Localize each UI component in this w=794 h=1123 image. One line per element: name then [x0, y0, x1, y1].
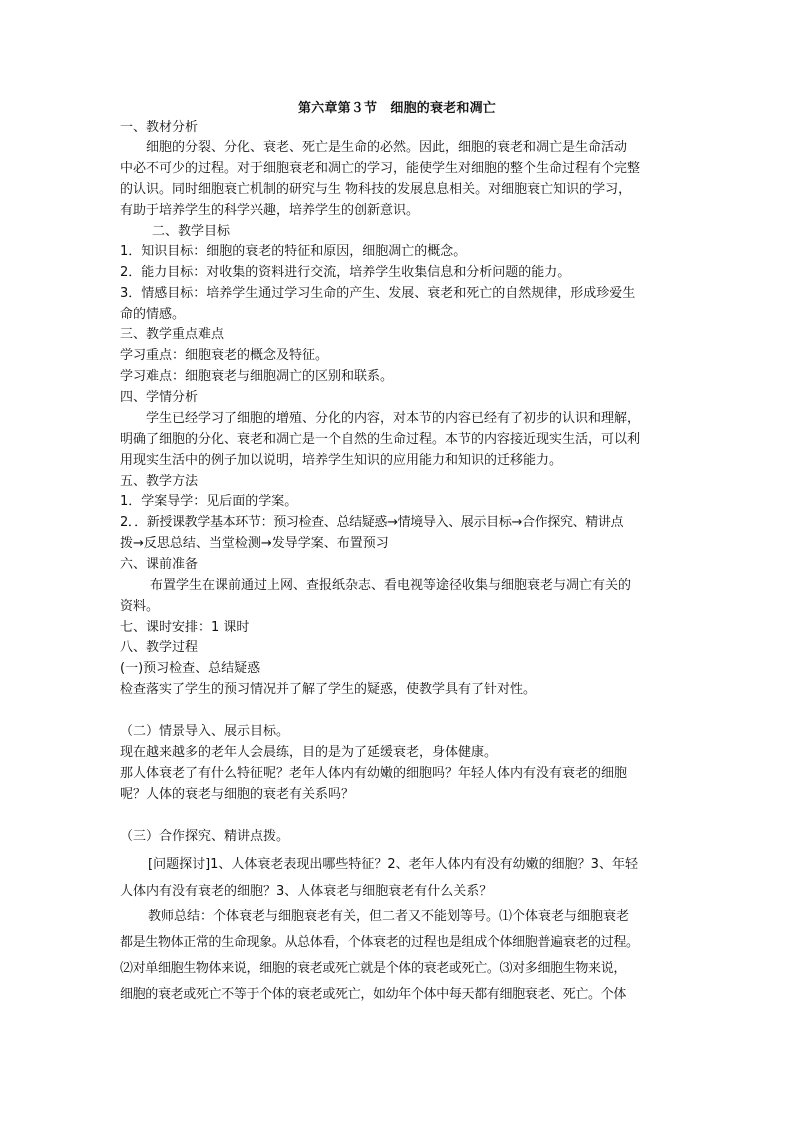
paragraph-line: 有助于培养学生的科学兴趣，培养学生的创新意识。	[120, 203, 420, 218]
paragraph-line: 细胞的分裂、分化、衰老、死亡是生命的必然。因此，细胞的衰老和凋亡是生命活动	[146, 140, 628, 155]
paragraph-line: 那人体衰老了有什么特征呢？老年人体内有幼嫩的细胞吗？年轻人体内有没有衰老的细胞	[120, 766, 628, 781]
paragraph-line: 资料。	[120, 599, 160, 614]
paragraph-line: 学习难点：细胞衰老与细胞凋亡的区别和联系。	[120, 369, 394, 384]
paragraph-line: 3．情感目标：培养学生通过学习生命的产生、发展、衰老和死亡的自然规律，形成珍爱生	[120, 286, 636, 301]
section-heading-2: 二、教学目标	[152, 224, 231, 239]
paragraph-line: 教师总结：个体衰老与细胞衰老有关，但二者又不能划等号。⑴个体衰老与细胞衰老	[148, 909, 630, 924]
section-heading-5: 五、教学方法	[120, 474, 199, 489]
paragraph-line: 明确了细胞的分化、衰老和凋亡是一个自然的生命过程。本节的内容接近现实生活，可以利	[120, 432, 641, 447]
paragraph-line: 1．知识目标：细胞的衰老的特征和原因，细胞凋亡的概念。	[120, 244, 467, 259]
paragraph-line: 检查落实了学生的预习情况并了解了学生的疑惑，使教学具有了针对性。	[120, 682, 537, 697]
paragraph-line: 人体内有没有衰老的细胞？3、人体衰老与细胞衰老有什么关系？	[120, 884, 493, 899]
section-heading-3: 三、教学重点难点	[120, 327, 225, 342]
section-heading-8: 八、教学过程	[120, 640, 199, 655]
paragraph-line: [问题探讨]1、人体衰老表现出哪些特征？2、老年人体内有没有幼嫩的细胞？3、年轻	[148, 857, 638, 872]
section-heading-7: 七、课时安排：1 课时	[120, 620, 250, 635]
paragraph-line: 用现实生活中的例子加以说明，培养学生知识的应用能力和知识的迁移能力。	[120, 453, 563, 468]
sub-heading: （三）合作探究、精讲点拨。	[120, 829, 290, 844]
paragraph-line: 中必不可少的过程。对于细胞衰老和凋亡的学习，能使学生对细胞的整个生命过程有个完整	[120, 161, 641, 176]
section-heading-4: 四、学情分析	[120, 390, 199, 405]
paragraph-line: 学习重点：细胞衰老的概念及特征。	[120, 348, 329, 363]
paragraph-line: 布置学生在课前通过上网、查报纸杂志、看电视等途径收集与细胞衰老与凋亡有关的	[150, 578, 632, 593]
paragraph-line: 1．学案导学：见后面的学案。	[120, 494, 298, 509]
paragraph-line: 命的情感。	[120, 307, 186, 322]
page-title: 第六章第３节 细胞的衰老和凋亡	[297, 101, 496, 116]
paragraph-line: 拨→反思总结、当堂检测→发导学案、布置预习	[120, 536, 389, 551]
sub-heading: (一)预习检查、总结疑惑	[120, 661, 261, 676]
section-heading-1: 一、教材分析	[120, 120, 199, 135]
paragraph-line: 呢？人体的衰老与细胞的衰老有关系吗？	[120, 787, 355, 802]
paragraph-line: 2．能力目标：对收集的资料进行交流，培养学生收集信息和分析问题的能力。	[120, 265, 571, 280]
paragraph-line: 学生已经学习了细胞的增殖、分化的内容，对本节的内容已经有了初步的认识和理解，	[146, 411, 641, 426]
section-heading-6: 六、课前准备	[120, 557, 199, 572]
paragraph-line: 细胞的衰老或死亡不等于个体的衰老或死亡，如幼年个体中每天都有细胞衰老、死亡。个体	[120, 987, 627, 1002]
sub-heading: （二）情景导入、展示目标。	[120, 724, 290, 739]
paragraph-line: 2．．新授课教学基本环节：预习检查、总结疑惑→情境导入、展示目标→合作探究、精讲点	[120, 515, 624, 530]
paragraph-line: 的认识。同时细胞衰亡机制的研究与生 物科技的发展息息相关。对细胞衰亡知识的学习，	[120, 182, 632, 197]
paragraph-line: 都是生物体正常的生命现象。从总体看，个体衰老的过程也是组成个体细胞普遍衰老的过程。	[120, 935, 639, 950]
paragraph-line: ⑵对单细胞生物体来说，细胞的衰老或死亡就是个体的衰老或死亡。⑶对多细胞生物来说，	[120, 961, 627, 976]
paragraph-line: 现在越来越多的老年人会晨练，目的是为了延缓衰老，身体健康。	[120, 745, 498, 760]
